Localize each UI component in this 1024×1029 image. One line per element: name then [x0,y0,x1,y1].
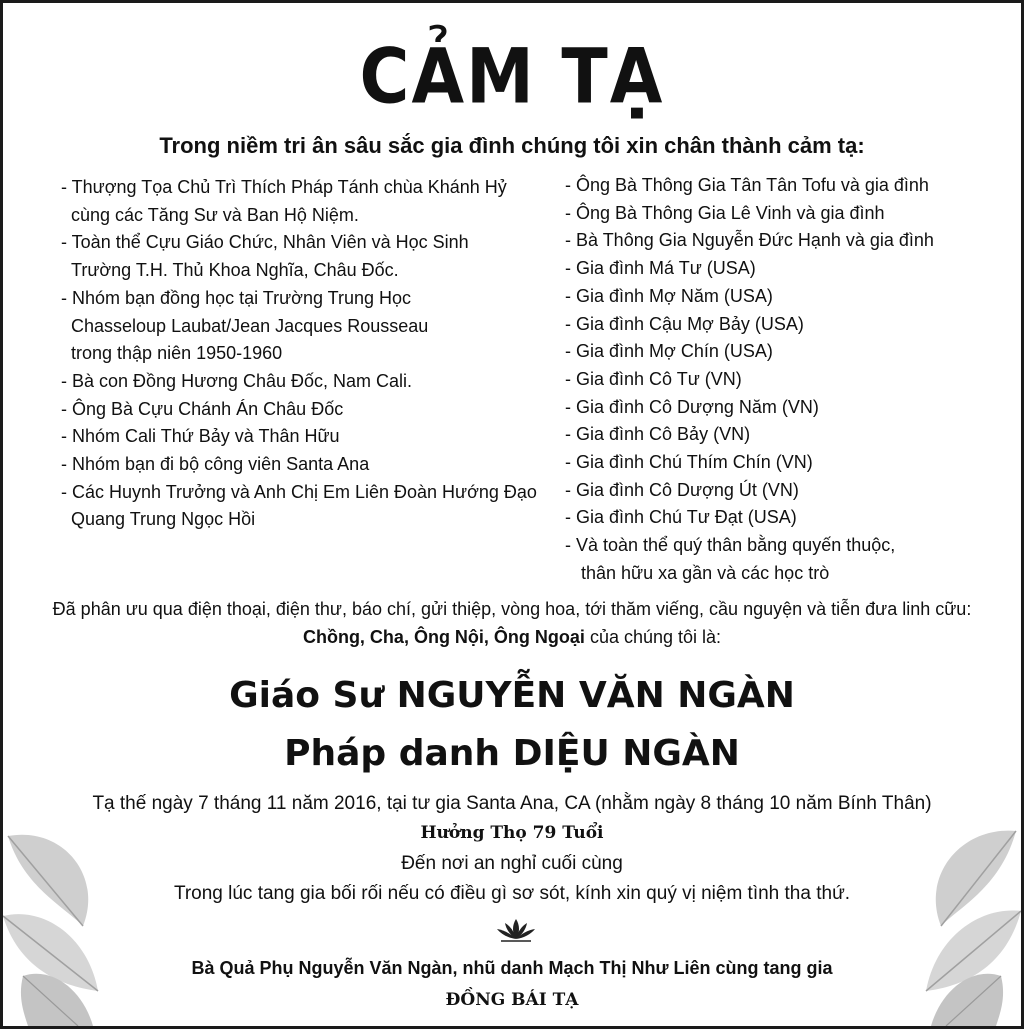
list-item: trong thập niên 1950-1960 [71,343,283,364]
list-item: - Gia đình Cậu Mợ Bảy (USA) [565,313,804,334]
list-item: - Gia đình Mợ Năm (USA) [565,285,773,306]
signoff: ĐỒNG BÁI TẠ [445,990,579,1010]
family-signature: Bà Quả Phụ Nguyễn Văn Ngàn, nhũ danh Mạch Thị Như Liên cùng tang gia [191,958,833,978]
list-item: cùng các Tăng Sư và Ban Hộ Niệm. [71,204,359,225]
list-item: Chasseloup Laubat/Jean Jacques Rousseau [71,315,429,336]
list-item: - Gia đình Cô Dượng Năm (VN) [565,396,819,417]
relations-bold: Chồng, Cha, Ông Nội, Ông Ngoại [302,627,585,647]
deceased-name: Giáo Sư NGUYỄN VĂN NGÀN [229,675,795,716]
list-item: - Gia đình Mợ Chín (USA) [565,341,773,362]
list-item: - Gia đình Cô Dượng Út (VN) [565,479,799,500]
list-item: - Thượng Tọa Chủ Trì Thích Pháp Tánh chùa Khánh Hỷ [61,177,507,197]
intro-line: Trong niềm tri ân sâu sắc gia đình chúng tôi xin chân thành cảm tạ: [159,133,865,158]
list-item: - Gia đình Cô Tư (VN) [565,368,742,389]
lotus-icon [495,917,537,943]
list-item: - Bà con Đồng Hương Châu Đốc, Nam Cali. [61,370,412,391]
list-item: - Gia đình Chú Thím Chín (VN) [565,452,813,473]
list-item: - Ông Bà Thông Gia Lê Vinh và gia đình [565,202,885,223]
thanks-list-right [565,172,934,588]
page-title: CẢM TẠ [359,33,665,122]
list-item: - Nhóm bạn đồng học tại Trường Trung Học [61,287,412,308]
list-item: - Các Huynh Trưởng và Anh Chị Em Liên Đoàn Hướng Đạo [61,481,537,502]
list-item: - Gia đình Cô Bảy (VN) [565,424,751,445]
list-item: - Và toàn thể quý thân bằng quyến thuộc, [565,535,896,556]
relations-line [3,627,1021,648]
list-item: - Ông Bà Cựu Chánh Án Châu Đốc [61,398,344,419]
list-item: - Gia đình Má Tư (USA) [565,258,756,279]
list-item: thân hữu xa gần và các học trò [581,562,830,583]
list-item: - Nhóm Cali Thứ Bảy và Thân Hữu [61,426,340,447]
list-item: - Ông Bà Thông Gia Tân Tân Tofu và gia đình [565,175,929,195]
age-line: Hưởng Thọ 79 Tuổi [420,823,604,843]
list-item: Quang Trung Ngọc Hồi [71,509,256,530]
dharma-name: Pháp danh DIỆU NGÀN [284,733,740,774]
condolence-line: Đã phân ưu qua điện thoại, điện thư, báo chí, gửi thiệp, vòng hoa, tới thăm viếng, cầu nguyện và tiễn đưa linh cữu: [52,599,972,619]
list-item: Trường T.H. Thủ Khoa Nghĩa, Châu Đốc. [71,260,399,281]
apology-line: Trong lúc tang gia bối rối nếu có điều gì sơ sót, kính xin quý vị niệm tình tha thứ. [173,883,851,904]
list-item: - Nhóm bạn đi bộ công viên Santa Ana [61,454,370,475]
relations-rest: của chúng tôi là: [584,627,722,647]
passing-date: Tạ thế ngày 7 tháng 11 năm 2016, tại tư gia Santa Ana, CA (nhằm ngày 8 tháng 10 năm Bính Thân) [92,793,932,814]
list-item: - Gia đình Chú Tư Đạt (USA) [565,507,797,528]
list-item: - Bà Thông Gia Nguyễn Đức Hạnh và gia đình [565,230,934,251]
rest-place-line: Đến nơi an nghỉ cuối cùng [401,853,623,874]
list-item: - Toàn thể Cựu Giáo Chức, Nhân Viên và Học Sinh [61,232,469,253]
thanks-list-left [61,174,537,534]
